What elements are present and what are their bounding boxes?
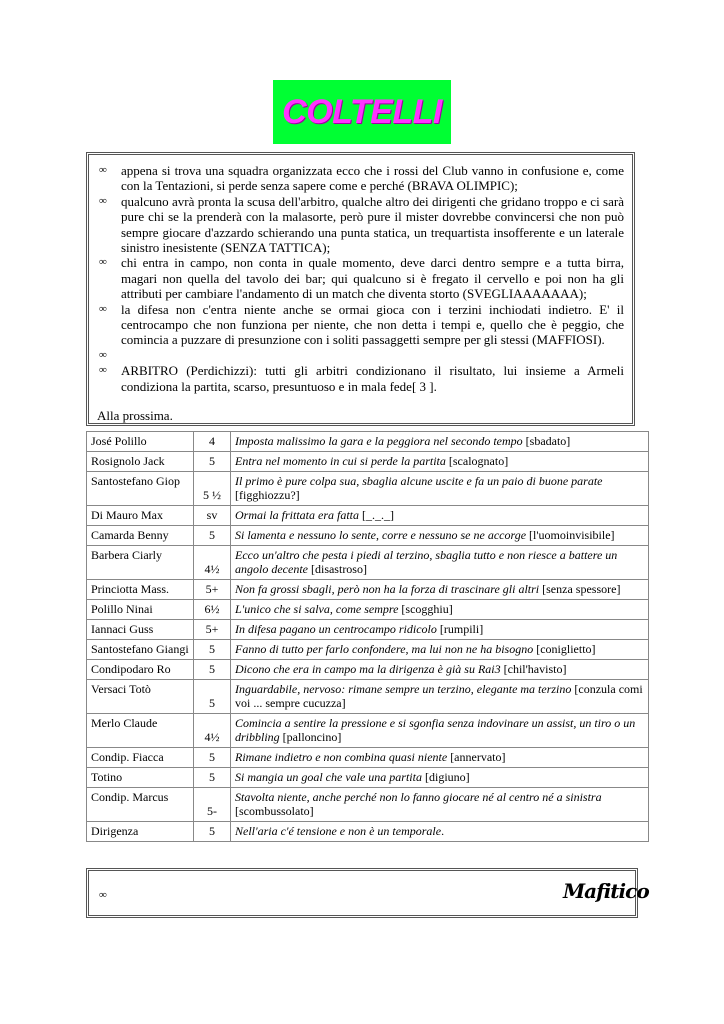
summary-item — [97, 348, 624, 363]
table-row — [87, 472, 649, 506]
player-name: Iannaci Guss — [87, 620, 194, 640]
player-name: Di Mauro Max — [87, 506, 194, 526]
player-name: Condip. Fiacca — [87, 748, 194, 768]
player-nickname: [disastroso] — [310, 562, 367, 576]
summary-item — [97, 194, 624, 256]
player-name: Santostefano Giop — [87, 472, 194, 506]
player-vote: sv — [194, 506, 231, 526]
infinity-bullet-icon: ∞ — [99, 348, 107, 361]
player-comment-cell — [231, 640, 649, 660]
ratings-table — [86, 431, 649, 842]
player-comment: Ecco un'altro che pesta i piedi al terzino, sbaglia tutto e non riesce a battere un angolo decente — [235, 548, 618, 576]
table-row — [87, 506, 649, 526]
infinity-bullet-icon: ∞ — [99, 256, 107, 269]
table-row — [87, 620, 649, 640]
summary-item — [97, 363, 624, 394]
table-row — [87, 680, 649, 714]
player-comment-cell — [231, 714, 649, 748]
player-name: Santostefano Giangi — [87, 640, 194, 660]
player-comment-cell — [231, 580, 649, 600]
player-nickname: [rumpili] — [439, 622, 484, 636]
player-nickname: [_._._] — [362, 508, 395, 522]
player-nickname: [palloncino] — [282, 730, 342, 744]
player-nickname: [l'uomoinvisibile] — [529, 528, 615, 542]
summary-item-text: la difesa non c'entra niente anche se ormai gioca con i terzini inchiodati indietro. E' il centrocampo che non funziona per niente, che non detta i tempi e, quello che è peggio, che comincia a puzzare di presunzione con i soliti passaggetti sempre per gli stessi (MAFFIOSI). — [121, 301, 624, 348]
footer-box — [86, 868, 649, 918]
player-nickname: [figghiozzu?] — [235, 488, 300, 502]
player-comment: Dicono che era in campo ma la dirigenza è già su Rai3 — [235, 662, 501, 676]
player-vote: 5- — [194, 788, 231, 822]
player-name: Polillo Ninai — [87, 600, 194, 620]
player-vote: 4½ — [194, 546, 231, 580]
infinity-bullet-icon: ∞ — [99, 194, 107, 207]
title-banner — [273, 80, 451, 144]
player-comment-cell — [231, 620, 649, 640]
player-name: Condipodaro Ro — [87, 660, 194, 680]
player-comment: Si mangia un goal che vale una partita — [235, 770, 422, 784]
player-comment: Rimane indietro e non combina quasi niente — [235, 750, 448, 764]
player-name: Princiotta Mass. — [87, 580, 194, 600]
player-comment: Non fa grossi sbagli, però non ha la forza di trascinare gli altri — [235, 582, 540, 596]
table-row — [87, 452, 649, 472]
player-comment: Inguardabile, nervoso: rimane sempre un terzino, elegante ma terzino — [235, 682, 572, 696]
player-nickname: [chil'havisto] — [503, 662, 567, 676]
table-row — [87, 526, 649, 546]
player-vote: 5 — [194, 640, 231, 660]
player-vote: 5 — [194, 452, 231, 472]
player-comment-cell — [231, 822, 649, 842]
table-row — [87, 432, 649, 452]
player-nickname: [senza spessore] — [542, 582, 621, 596]
table-row — [87, 788, 649, 822]
player-nickname: [scogghiu] — [401, 602, 453, 616]
signature: Mafitico — [563, 879, 649, 903]
table-row — [87, 660, 649, 680]
player-nickname: [digiuno] — [424, 770, 470, 784]
player-vote: 5 — [194, 822, 231, 842]
player-comment-cell — [231, 768, 649, 788]
player-nickname: [scalognato] — [448, 454, 509, 468]
player-comment: L'unico che si salva, come sempre — [235, 602, 399, 616]
player-name: Merlo Claude — [87, 714, 194, 748]
infinity-bullet-icon: ∞ — [99, 164, 107, 176]
player-comment: Nell'aria c'é tensione e non è un temporale — [235, 824, 442, 838]
player-nickname: [scombussolato] — [235, 804, 314, 818]
player-comment-cell — [231, 526, 649, 546]
player-comment: Si lamenta e nessuno lo sente, corre e nessuno se ne accorge — [235, 528, 527, 542]
summary-box — [86, 152, 635, 426]
summary-item — [97, 302, 624, 348]
player-vote: 5 — [194, 748, 231, 768]
player-vote: 6½ — [194, 600, 231, 620]
player-vote: 4½ — [194, 714, 231, 748]
table-row — [87, 822, 649, 842]
player-vote: 5 — [194, 680, 231, 714]
player-name: Rosignolo Jack — [87, 452, 194, 472]
player-vote: 5 — [194, 768, 231, 788]
player-comment-cell — [231, 600, 649, 620]
player-comment-cell — [231, 660, 649, 680]
summary-list — [97, 163, 624, 394]
player-vote: 5+ — [194, 580, 231, 600]
infinity-bullet-icon: ∞ — [99, 364, 107, 377]
player-vote: 5 — [194, 526, 231, 546]
player-vote: 4 — [194, 432, 231, 452]
footer-bullet-icon: ∞ — [99, 889, 107, 901]
closing-text: Alla prossima. — [97, 408, 173, 424]
player-comment-cell — [231, 748, 649, 768]
table-row — [87, 714, 649, 748]
infinity-bullet-icon: ∞ — [99, 302, 107, 315]
player-comment-cell — [231, 506, 649, 526]
player-name: Barbera Ciarly — [87, 546, 194, 580]
player-comment-cell — [231, 452, 649, 472]
player-comment: Il primo è pure colpa sua, sbaglia alcune uscite e fa un paio di buone parate — [235, 474, 603, 488]
player-nickname: [conzula comi voi ... sempre cucuzza] — [235, 682, 643, 710]
player-comment-cell — [231, 680, 649, 714]
summary-item-text: ARBITRO (Perdichizzi): tutti gli arbitri condizionano il risultato, lui insieme a Armeli condiziona la partita, scarso, presuntuoso e in mala fede[ 3 ]. — [121, 363, 624, 394]
table-row — [87, 546, 649, 580]
player-comment: Comincia a sentire la pressione e si sgonfia senza indovinare un assist, un tiro o un dribbling — [235, 716, 636, 744]
player-comment-cell — [231, 472, 649, 506]
player-name: Condip. Marcus — [87, 788, 194, 822]
table-row — [87, 640, 649, 660]
table-row — [87, 748, 649, 768]
player-comment-cell — [231, 788, 649, 822]
player-nickname: [coniglietto] — [536, 642, 596, 656]
player-comment-cell — [231, 546, 649, 580]
player-comment: Stavolta niente, anche perché non lo fanno giocare né al centro né a sinistra — [235, 790, 602, 804]
player-nickname: [sbadato] — [525, 434, 571, 448]
player-vote: 5 ½ — [194, 472, 231, 506]
player-nickname: . — [441, 824, 445, 838]
summary-item-text: qualcuno avrà pronta la scusa dell'arbitro, qualche altro dei dirigenti che gridano troppo e ci sarà pure chi se la prenderà con la malasorte, però pure il mister dovrebbe convincersi che non può sempre giocare d'azzardo schierando una punta statica, un trequartista insofferente e un laterale sinistro inesistente (SENZA TATTICA); — [121, 193, 624, 256]
summary-item — [97, 255, 624, 301]
player-vote: 5 — [194, 660, 231, 680]
player-name: Camarda Benny — [87, 526, 194, 546]
player-comment: Entra nel momento in cui si perde la partita — [235, 454, 446, 468]
player-name: Versaci Totò — [87, 680, 194, 714]
player-comment: Fanno di tutto per farlo confondere, ma lui non ne ha bisogno — [235, 642, 534, 656]
player-comment: In difesa pagano un centrocampo ridicolo — [235, 622, 437, 636]
player-name: Dirigenza — [87, 822, 194, 842]
table-row — [87, 580, 649, 600]
summary-item — [97, 163, 624, 194]
table-row — [87, 600, 649, 620]
player-name: Totino — [87, 768, 194, 788]
player-name: José Polillo — [87, 432, 194, 452]
summary-item-text: chi entra in campo, non conta in quale momento, deve darci dentro sempre e a tutta birra, magari non quella del tavolo dei bar; qui qualcuno si è fregato il cervello e poi non ha gli attributi per cambiare l'andamento di un match che diventa storto (SVEGLIAAAAAAA); — [121, 255, 624, 302]
player-vote: 5+ — [194, 620, 231, 640]
table-row — [87, 768, 649, 788]
player-comment-cell — [231, 432, 649, 452]
page-title: COLTELLI — [282, 92, 442, 131]
player-comment: Ormai la frittata era fatta — [235, 508, 360, 522]
summary-item-text: appena si trova una squadra organizzata ecco che i rossi del Club vanno in confusione e, come con la Tentazioni, si perde senza sapere come e perché (BRAVA OLIMPIC); — [121, 163, 624, 194]
summary-item-text — [121, 348, 624, 363]
player-comment: Imposta malissimo la gara e la peggiora nel secondo tempo — [235, 434, 523, 448]
player-nickname: [annervato] — [450, 750, 506, 764]
